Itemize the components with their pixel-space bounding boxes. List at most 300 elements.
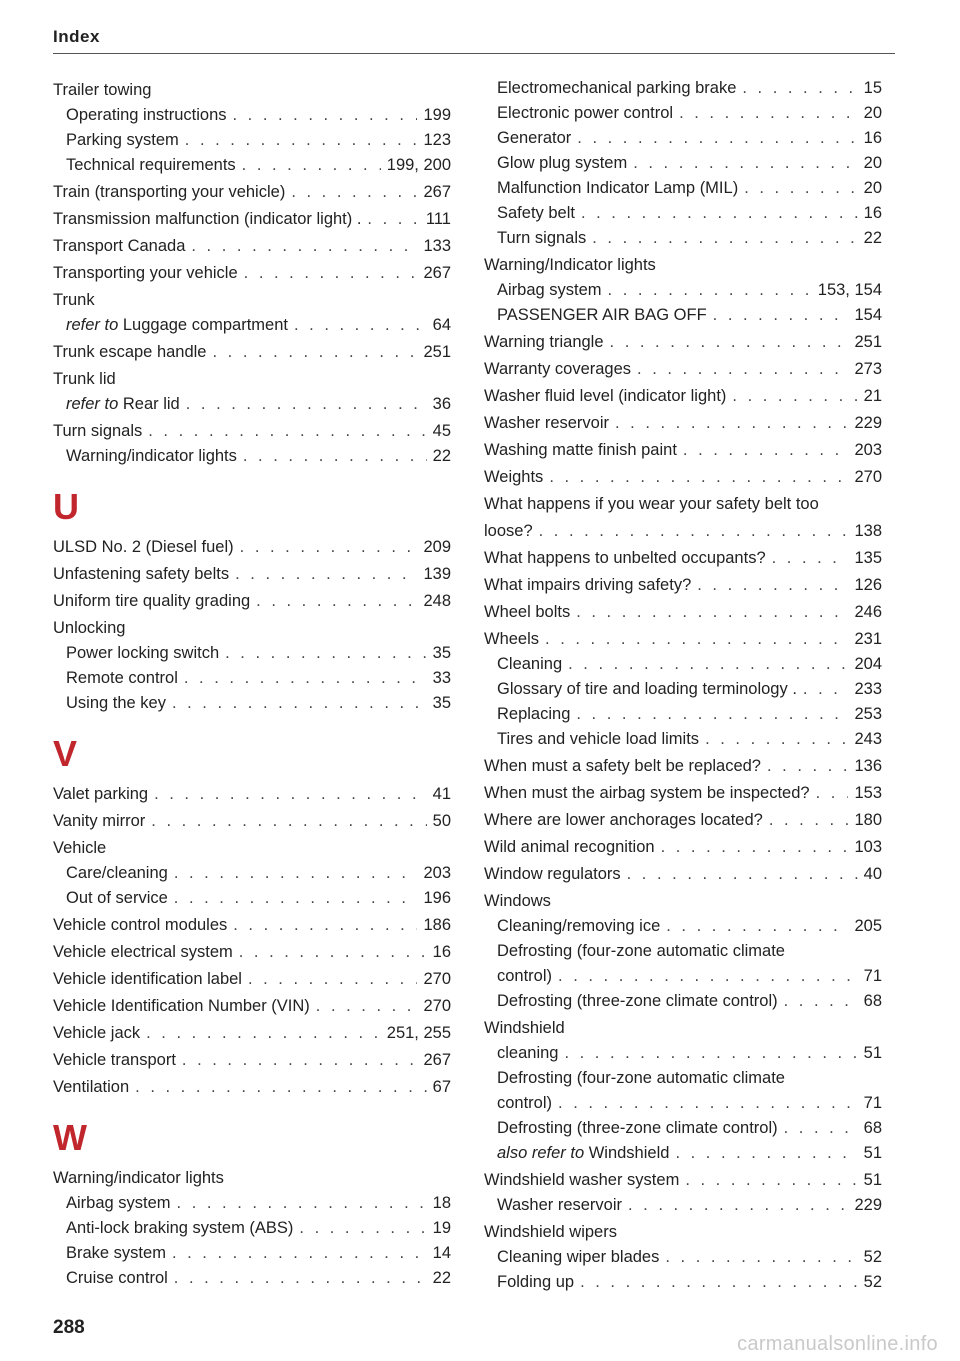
section-letter: V xyxy=(53,733,78,774)
page-reference: 267 xyxy=(423,183,451,201)
leader-dots xyxy=(177,1191,427,1216)
entry-label: Transporting your vehicle xyxy=(53,264,238,282)
leader-dots xyxy=(233,913,417,938)
leader-dots xyxy=(233,103,418,128)
leader-dots xyxy=(294,313,427,338)
leader-dots xyxy=(135,1075,426,1100)
entry-label: Window regulators xyxy=(484,865,621,883)
index-entry xyxy=(484,101,882,126)
entry-label: PASSENGER AIR BAG OFF xyxy=(497,306,707,324)
entry-label: Defrosting (four-zone automatic climate xyxy=(497,1069,785,1087)
entry-label: Remote control xyxy=(66,669,178,687)
index-entry xyxy=(484,1168,882,1193)
leader-dots xyxy=(182,1048,418,1073)
page-reference: 233 xyxy=(854,680,882,698)
entry-label: Ventilation xyxy=(53,1078,130,1096)
page-reference: 153, 154 xyxy=(817,281,882,299)
index-entry xyxy=(53,1241,451,1266)
cross-reference: also refer to xyxy=(497,1144,585,1162)
leader-dots xyxy=(151,809,426,834)
page-reference: 209 xyxy=(423,538,451,556)
entry-label: Defrosting (three-zone climate control) xyxy=(497,1119,778,1137)
page-reference: 18 xyxy=(432,1194,451,1212)
page-reference: 248 xyxy=(423,592,451,610)
index-entry xyxy=(53,78,451,103)
watermark: carmanualsonline.info xyxy=(737,1333,938,1355)
index-entry xyxy=(53,940,451,965)
leader-dots xyxy=(675,1141,857,1166)
index-entry xyxy=(484,384,882,409)
leader-dots xyxy=(191,234,417,259)
leader-dots xyxy=(661,835,849,860)
index-entry xyxy=(484,677,882,702)
entry-label: Valet parking xyxy=(53,785,149,803)
leader-dots xyxy=(549,465,848,490)
page-reference: 246 xyxy=(854,603,882,621)
leader-dots xyxy=(174,1266,427,1291)
leader-dots xyxy=(248,967,418,992)
leader-dots xyxy=(172,1241,427,1266)
index-entry xyxy=(53,313,451,338)
index-entry xyxy=(53,782,451,807)
page-reference: 20 xyxy=(863,179,882,197)
index-entry xyxy=(484,1116,882,1141)
page-reference: 267 xyxy=(423,1051,451,1069)
page-reference: 51 xyxy=(863,1171,882,1189)
entry-label: Safety belt xyxy=(497,204,575,222)
page-reference: 33 xyxy=(432,669,451,687)
page-reference: 68 xyxy=(863,992,882,1010)
leader-dots xyxy=(558,964,858,989)
entry-label: Warranty coverages xyxy=(484,360,632,378)
page-reference: 64 xyxy=(432,316,451,334)
entry-label: Uniform tire quality grading xyxy=(53,592,251,610)
index-entry xyxy=(484,1016,882,1041)
leader-dots xyxy=(679,101,858,126)
index-entry xyxy=(53,666,451,691)
page-reference: 229 xyxy=(854,414,882,432)
index-entry xyxy=(53,288,451,313)
index-entry xyxy=(53,153,451,178)
page-reference: 199 xyxy=(423,106,451,124)
entry-label: Turn signals xyxy=(53,422,143,440)
leader-dots xyxy=(637,357,848,382)
entry-label: Folding up xyxy=(497,1273,575,1291)
leader-dots xyxy=(291,180,417,205)
leader-dots xyxy=(580,1270,858,1295)
page-reference: 19 xyxy=(432,1219,451,1237)
page-reference: 203 xyxy=(423,864,451,882)
entry-label: Cleaning wiper blades xyxy=(497,1248,660,1266)
index-entry xyxy=(484,727,882,752)
entry-label: Weights xyxy=(484,468,544,486)
leader-dots xyxy=(174,861,418,886)
entry-label: Windshield wipers xyxy=(484,1223,617,1241)
index-entry xyxy=(484,1066,882,1091)
entry-text: Windshield xyxy=(588,1144,670,1162)
page-reference: 126 xyxy=(854,576,882,594)
leader-dots xyxy=(732,384,857,409)
index-entry xyxy=(484,76,882,101)
entry-label: Cleaning xyxy=(497,655,563,673)
leader-dots xyxy=(610,330,849,355)
page-reference: 35 xyxy=(432,694,451,712)
index-entry xyxy=(53,1166,451,1191)
entry-label: Malfunction Indicator Lamp (MIL) xyxy=(497,179,739,197)
entry-label: Wild animal recognition xyxy=(484,838,655,856)
index-entry xyxy=(484,862,882,887)
entry-label: Replacing xyxy=(497,705,571,723)
entry-label: Windshield washer system xyxy=(484,1171,680,1189)
page-reference: 51 xyxy=(863,1044,882,1062)
index-entry xyxy=(53,1266,451,1291)
page-reference: 205 xyxy=(854,917,882,935)
entry-label: Cleaning/removing ice xyxy=(497,917,661,935)
page-reference: 68 xyxy=(863,1119,882,1137)
leader-dots xyxy=(299,1216,426,1241)
leader-dots xyxy=(172,691,427,716)
entry-label: Brake system xyxy=(66,1244,166,1262)
index-entry xyxy=(484,1220,882,1245)
index-entry xyxy=(53,616,451,641)
index-entry xyxy=(484,1193,882,1218)
entry-label: Vehicle jack xyxy=(53,1024,141,1042)
page-reference: 251 xyxy=(423,343,451,361)
page-reference: 40 xyxy=(863,865,882,883)
page-reference: 186 xyxy=(423,916,451,934)
page-reference: 22 xyxy=(432,447,451,465)
index-entry xyxy=(484,278,882,303)
index-entry xyxy=(53,1048,451,1073)
index-entry xyxy=(53,207,451,232)
leader-dots xyxy=(742,76,857,101)
leader-dots xyxy=(627,862,858,887)
page-title: Index xyxy=(53,27,100,46)
page-number: 288 xyxy=(53,1317,85,1338)
entry-label: Using the key xyxy=(66,694,166,712)
page-reference: 270 xyxy=(423,997,451,1015)
index-column-left xyxy=(53,76,451,1291)
index-entry xyxy=(484,1270,882,1295)
cross-reference: refer to xyxy=(66,316,119,334)
leader-dots xyxy=(367,207,419,232)
section-letter: U xyxy=(53,486,79,527)
page-reference: 229 xyxy=(854,1196,882,1214)
index-entry xyxy=(53,180,451,205)
leader-dots xyxy=(558,1091,858,1116)
entry-label: Cruise control xyxy=(66,1269,168,1287)
index-entry xyxy=(484,151,882,176)
leader-dots xyxy=(564,1041,857,1066)
index-entry xyxy=(484,176,882,201)
index-entry xyxy=(484,226,882,251)
page-reference: 251, 255 xyxy=(386,1024,451,1042)
index-entry xyxy=(484,754,882,779)
page-reference: 123 xyxy=(423,131,451,149)
index-entry xyxy=(53,589,451,614)
leader-dots xyxy=(239,940,427,965)
leader-dots xyxy=(772,546,849,571)
entry-label: Transport Canada xyxy=(53,237,186,255)
leader-dots xyxy=(154,782,427,807)
leader-dots xyxy=(615,411,848,436)
page-reference: 231 xyxy=(854,630,882,648)
index-entry xyxy=(53,836,451,861)
entry-label: Vehicle identification label xyxy=(53,970,242,988)
leader-dots xyxy=(685,1168,857,1193)
index-entry xyxy=(53,392,451,417)
index-entry xyxy=(484,1091,882,1116)
leader-dots xyxy=(235,562,417,587)
index-entry xyxy=(484,330,882,355)
index-entry xyxy=(484,835,882,860)
leader-dots xyxy=(213,340,418,365)
entry-label: What happens to unbelted occupants? xyxy=(484,549,766,567)
index-entry xyxy=(53,261,451,286)
leader-dots xyxy=(697,573,848,598)
index-entry xyxy=(53,641,451,666)
page-reference: 22 xyxy=(863,229,882,247)
leader-dots xyxy=(256,589,417,614)
index-entry xyxy=(53,562,451,587)
entry-label: control) xyxy=(497,967,553,985)
index-entry xyxy=(484,914,882,939)
leader-dots xyxy=(581,201,858,226)
page-reference: 270 xyxy=(854,468,882,486)
index-entry xyxy=(484,492,882,517)
index-entry xyxy=(484,126,882,151)
entry-label: Defrosting (three-zone climate control) xyxy=(497,992,778,1010)
index-entry xyxy=(484,357,882,382)
page-reference: 71 xyxy=(863,967,882,985)
entry-label: Vehicle Identification Number (VIN) xyxy=(53,997,310,1015)
leader-dots xyxy=(744,176,857,201)
entry-label: Vehicle xyxy=(53,839,107,857)
index-entry xyxy=(484,781,882,806)
entry-label: Generator xyxy=(497,129,572,147)
entry-label: Windshield xyxy=(484,1019,565,1037)
entry-label: Train (transporting your vehicle) xyxy=(53,183,286,201)
index-entry xyxy=(53,809,451,834)
leader-dots xyxy=(784,1116,858,1141)
index-entry xyxy=(484,519,882,544)
page-reference: 111 xyxy=(425,210,451,228)
leader-dots xyxy=(148,419,426,444)
entry-label: When must the airbag system be inspected? xyxy=(484,784,810,802)
page-reference: 139 xyxy=(423,565,451,583)
page-reference: 36 xyxy=(432,395,451,413)
entry-label: Washer reservoir xyxy=(497,1196,622,1214)
leader-dots xyxy=(568,652,848,677)
index-entry xyxy=(53,994,451,1019)
entry-label: Wheels xyxy=(484,630,540,648)
leader-dots xyxy=(244,261,418,286)
index-entry xyxy=(484,201,882,226)
entry-label: Trunk xyxy=(53,291,95,309)
leader-dots xyxy=(146,1021,381,1046)
entry-label xyxy=(66,392,180,417)
leader-dots xyxy=(683,438,849,463)
entry-label: Defrosting (four-zone automatic climate xyxy=(497,942,785,960)
page-reference: 180 xyxy=(854,811,882,829)
entry-text: Luggage compartment xyxy=(122,316,288,334)
index-entry xyxy=(53,886,451,911)
page-reference: 267 xyxy=(423,264,451,282)
page-reference: 135 xyxy=(854,549,882,567)
page-reference: 22 xyxy=(432,1269,451,1287)
entry-label: Technical requirements xyxy=(66,156,236,174)
index-entry xyxy=(53,913,451,938)
leader-dots xyxy=(242,153,381,178)
index-entry xyxy=(484,438,882,463)
entry-label: Washer fluid level (indicator light) xyxy=(484,387,727,405)
page-reference: 154 xyxy=(854,306,882,324)
index-entry xyxy=(53,1021,451,1046)
page-reference: 243 xyxy=(854,730,882,748)
index-entry xyxy=(53,367,451,392)
page-reference: 199, 200 xyxy=(386,156,451,174)
leader-dots xyxy=(225,641,427,666)
entry-label: Warning/indicator lights xyxy=(53,1169,224,1187)
page-reference: 270 xyxy=(423,970,451,988)
leader-dots xyxy=(803,677,849,702)
leader-dots xyxy=(608,278,812,303)
cross-reference: refer to xyxy=(66,395,119,413)
page-header xyxy=(53,27,895,54)
leader-dots xyxy=(185,128,418,153)
page-reference: 52 xyxy=(863,1273,882,1291)
entry-label: Transmission malfunction (indicator light) . xyxy=(53,210,362,228)
leader-dots xyxy=(240,535,418,560)
leader-dots xyxy=(184,666,427,691)
leader-dots xyxy=(576,702,848,727)
page-reference: 16 xyxy=(863,129,882,147)
index-entry xyxy=(484,652,882,677)
leader-dots xyxy=(767,754,848,779)
index-entry xyxy=(484,303,882,328)
entry-label: Wheel bolts xyxy=(484,603,571,621)
page-reference: 253 xyxy=(854,705,882,723)
leader-dots xyxy=(665,1245,857,1270)
leader-dots xyxy=(705,727,848,752)
leader-dots xyxy=(186,392,427,417)
page-reference: 21 xyxy=(863,387,882,405)
index-entry xyxy=(484,1245,882,1270)
entry-label xyxy=(66,313,288,338)
index-entry xyxy=(484,989,882,1014)
entry-label: Windows xyxy=(484,892,551,910)
page-reference: 153 xyxy=(854,784,882,802)
entry-label: Unlocking xyxy=(53,619,126,637)
entry-label: control) xyxy=(497,1094,553,1112)
index-entry xyxy=(53,1075,451,1100)
page-reference: 15 xyxy=(863,79,882,97)
page-reference: 35 xyxy=(432,644,451,662)
entry-label: Warning triangle xyxy=(484,333,604,351)
entry-label: Airbag system xyxy=(66,1194,171,1212)
leader-dots xyxy=(539,519,849,544)
page-reference: 204 xyxy=(854,655,882,673)
entry-label: Parking system xyxy=(66,131,179,149)
page-reference: 136 xyxy=(854,757,882,775)
index-entry xyxy=(53,444,451,469)
entry-label: Power locking switch xyxy=(66,644,220,662)
index-entry xyxy=(53,128,451,153)
index-entry xyxy=(484,808,882,833)
leader-dots xyxy=(769,808,849,833)
index-entry xyxy=(484,889,882,914)
index-entry xyxy=(484,939,882,964)
index-entry xyxy=(53,419,451,444)
leader-dots xyxy=(577,126,857,151)
index-entry xyxy=(484,964,882,989)
leader-dots xyxy=(576,600,848,625)
leader-dots xyxy=(243,444,427,469)
entry-label: Glow plug system xyxy=(497,154,628,172)
entry-label: Tires and vehicle load limits xyxy=(497,730,700,748)
page-reference: 20 xyxy=(863,104,882,122)
index-entry xyxy=(53,691,451,716)
entry-label: Anti-lock braking system (ABS) xyxy=(66,1219,294,1237)
leader-dots xyxy=(633,151,857,176)
entry-label: Vanity mirror xyxy=(53,812,146,830)
index-entry xyxy=(53,861,451,886)
section-letter: W xyxy=(53,1117,87,1158)
entry-label: Vehicle control modules xyxy=(53,916,228,934)
leader-dots xyxy=(713,303,849,328)
leader-dots xyxy=(174,886,418,911)
index-entry xyxy=(53,1191,451,1216)
index-entry xyxy=(53,340,451,365)
index-column-right xyxy=(484,76,882,1295)
entry-label: Trunk lid xyxy=(53,370,116,388)
index-entry xyxy=(53,234,451,259)
leader-dots xyxy=(545,627,848,652)
leader-dots xyxy=(816,781,849,806)
index-entry xyxy=(53,1216,451,1241)
index-entry xyxy=(484,627,882,652)
entry-label xyxy=(497,1141,669,1166)
entry-label: Warning/indicator lights xyxy=(66,447,237,465)
leader-dots xyxy=(784,989,858,1014)
entry-label: What impairs driving safety? xyxy=(484,576,692,594)
page-reference: 41 xyxy=(432,785,451,803)
entry-label: Trailer towing xyxy=(53,81,152,99)
page-reference: 20 xyxy=(863,154,882,172)
leader-dots xyxy=(628,1193,848,1218)
index-entry xyxy=(484,702,882,727)
index-entry xyxy=(53,535,451,560)
entry-label: Where are lower anchorages located? xyxy=(484,811,763,829)
index-entry xyxy=(53,967,451,992)
index-entry xyxy=(484,1141,882,1166)
page-reference: 203 xyxy=(854,441,882,459)
entry-label: Electromechanical parking brake xyxy=(497,79,737,97)
entry-label: Turn signals xyxy=(497,229,587,247)
index-entry xyxy=(484,600,882,625)
page-reference: 51 xyxy=(863,1144,882,1162)
leader-dots xyxy=(592,226,857,251)
entry-label: Unfastening safety belts xyxy=(53,565,230,583)
entry-label: loose? xyxy=(484,522,533,540)
page-reference: 133 xyxy=(423,237,451,255)
page-reference: 50 xyxy=(432,812,451,830)
index-entry xyxy=(484,253,882,278)
entry-label: When must a safety belt be replaced? xyxy=(484,757,761,775)
page-reference: 251 xyxy=(854,333,882,351)
page-reference: 103 xyxy=(854,838,882,856)
entry-label: Operating instructions xyxy=(66,106,227,124)
